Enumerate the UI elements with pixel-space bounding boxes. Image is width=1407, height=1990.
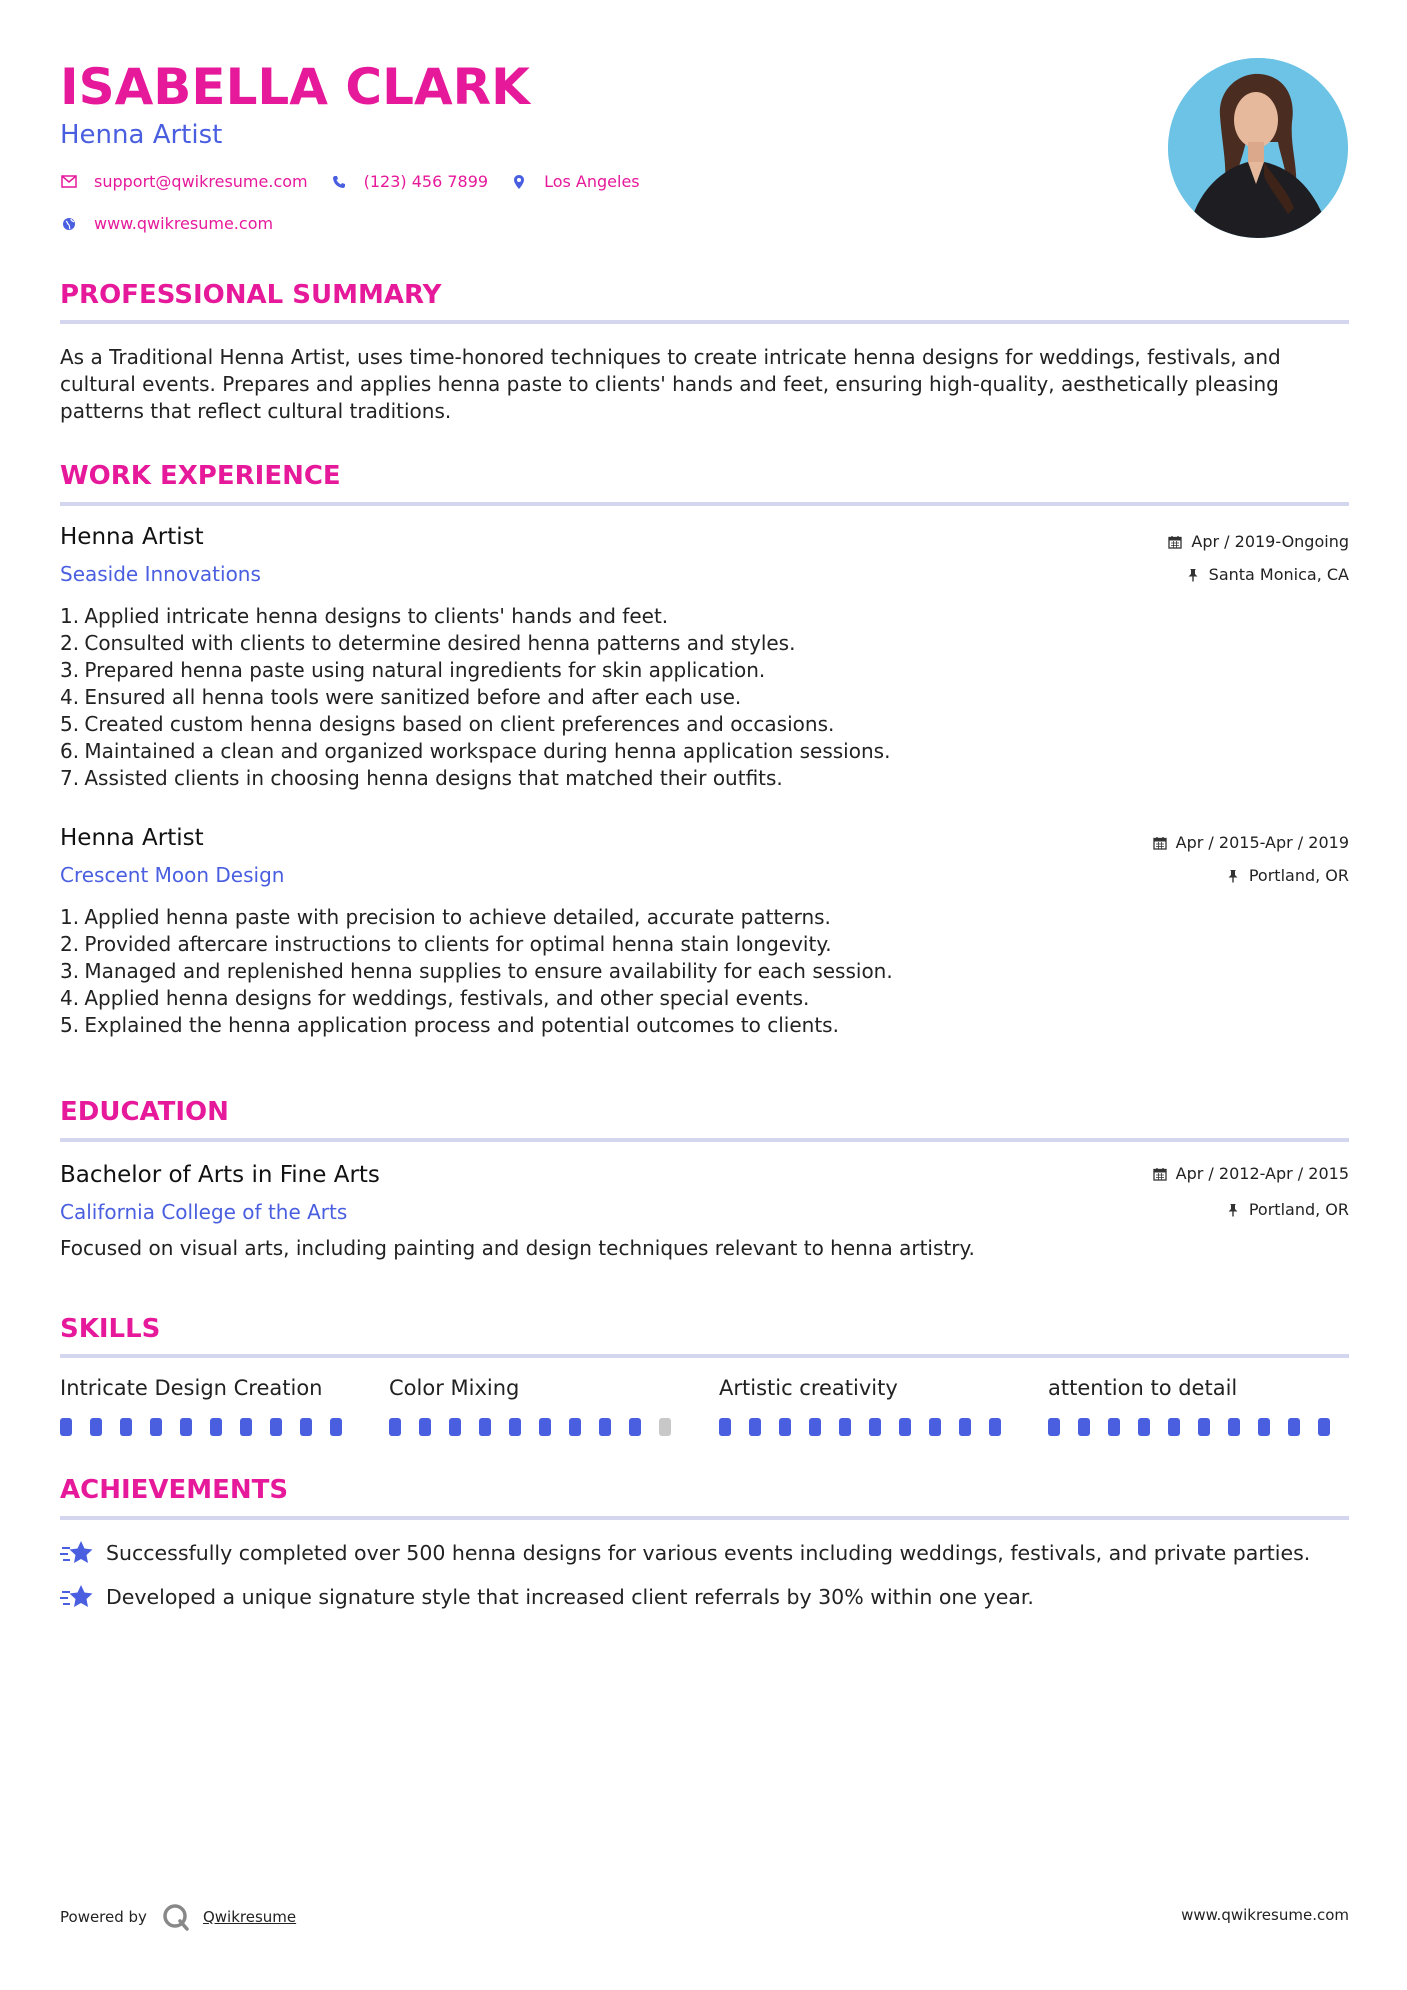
rating-dot-filled [479,1418,491,1436]
phone-text: (123) 456 7899 [363,172,489,191]
job-1-company: Seaside Innovations [60,562,261,586]
location-text: Los Angeles [544,172,640,191]
star-icon [60,1538,94,1568]
rating-dot-filled [1048,1418,1060,1436]
rating-dot-filled [899,1418,911,1436]
rating-dot-filled [839,1418,851,1436]
duty-item: 1. Applied intricate henna designs to clients' hands and feet. [60,604,669,628]
education-description: Focused on visual arts, including painting and design techniques relevant to henna artistry. [60,1236,975,1260]
duty-item: 4. Ensured all henna tools were sanitized before and after each use. [60,685,742,709]
duty-item: 5. Created custom henna designs based on client preferences and occasions. [60,712,835,736]
experience-heading: WORK EXPERIENCE [60,461,341,491]
job-2-title: Henna Artist [60,825,204,851]
rating-dot-filled [90,1418,102,1436]
location-item [510,172,640,191]
duty-item: 3. Managed and replenished henna supplies to ensure availability for each session. [60,959,893,983]
summary-heading: PROFESSIONAL SUMMARY [60,280,442,310]
school-name: California College of the Arts [60,1200,348,1224]
duty-item: 7. Assisted clients in choosing henna designs that matched their outfits. [60,766,783,790]
job-1-dates [1167,532,1349,551]
email-item[interactable] [60,172,308,191]
rating-dot-filled [419,1418,431,1436]
skill-item [60,1376,360,1436]
rating-dot-filled [1078,1418,1090,1436]
candidate-name: ISABELLA CLARK [60,58,530,116]
footer-powered-by [60,1902,296,1932]
job-2-dates-text: Apr / 2015-Apr / 2019 [1175,833,1349,852]
rating-dot-filled [300,1418,312,1436]
education-dates-text: Apr / 2012-Apr / 2015 [1175,1164,1349,1183]
achievement-item [60,1582,1034,1612]
email-text: support@qwikresume.com [94,172,308,191]
job-1-title: Henna Artist [60,524,204,550]
phone-item[interactable] [330,172,488,191]
rating-dot-filled [389,1418,401,1436]
duty-item: 2. Consulted with clients to determine desired henna patterns and styles. [60,631,796,655]
skills-heading: SKILLS [60,1314,161,1344]
rating-dot-filled [569,1418,581,1436]
skill-rating [60,1418,360,1436]
duty-item: 1. Applied henna paste with precision to achieve detailed, accurate patterns. [60,905,831,929]
rating-dot-filled [1198,1418,1210,1436]
calendar-icon [1152,835,1168,851]
globe-icon [60,215,78,233]
achievements-heading: ACHIEVEMENTS [60,1475,289,1505]
rating-dot-empty [659,1418,671,1436]
qwikresume-logo-icon [161,1902,191,1932]
skill-rating [719,1418,1019,1436]
job-2-location [1225,866,1349,885]
website-text: www.qwikresume.com [94,214,274,233]
rating-dot-filled [150,1418,162,1436]
rating-dot-filled [719,1418,731,1436]
contact-row-1 [60,172,662,191]
job-1-location-text: Santa Monica, CA [1208,565,1349,584]
achievement-text: Successfully completed over 500 henna designs for various events including weddings, festivals, and private parties. [106,1541,1311,1565]
rating-dot-filled [1258,1418,1270,1436]
calendar-icon [1152,1166,1168,1182]
duty-item: 3. Prepared henna paste using natural ingredients for skin application. [60,658,766,682]
summary-text: As a Traditional Henna Artist, uses time-honored techniques to create intricate henna designs for weddings, festivals, and cultural events. Prepares and applies henna paste to clients' hands and feet, ensuring high-quality, aesthetically pleasing patterns that reflect cultural traditions. [60,345,1281,423]
calendar-icon [1167,534,1183,550]
section-divider [60,1354,1349,1358]
skill-item [1048,1376,1348,1436]
pushpin-icon [1225,1202,1241,1218]
qwikresume-link[interactable]: Qwikresume [202,1908,297,1926]
rating-dot-filled [60,1418,72,1436]
map-pin-icon [510,173,528,191]
section-divider [60,320,1349,324]
rating-dot-filled [1108,1418,1120,1436]
rating-dot-filled [1318,1418,1330,1436]
rating-dot-filled [929,1418,941,1436]
job-2-company: Crescent Moon Design [60,863,285,887]
duty-item: 4. Applied henna designs for weddings, festivals, and other special events. [60,986,810,1010]
degree-title: Bachelor of Arts in Fine Arts [60,1162,380,1188]
rating-dot-filled [1168,1418,1180,1436]
duty-item: 5. Explained the henna application process and potential outcomes to clients. [60,1013,839,1037]
rating-dot-filled [330,1418,342,1436]
rating-dot-filled [629,1418,641,1436]
skill-label: Color Mixing [389,1376,520,1400]
education-heading: EDUCATION [60,1097,229,1127]
rating-dot-filled [869,1418,881,1436]
rating-dot-filled [1288,1418,1300,1436]
job-1-location [1185,565,1349,584]
section-divider [60,502,1349,506]
rating-dot-filled [1138,1418,1150,1436]
rating-dot-filled [1228,1418,1240,1436]
education-location-text: Portland, OR [1248,1200,1349,1219]
rating-dot-filled [779,1418,791,1436]
footer-website[interactable]: www.qwikresume.com [1181,1906,1349,1924]
skill-label: Artistic creativity [719,1376,898,1400]
job-1-duties [60,603,1340,792]
job-2-dates [1152,833,1349,852]
pushpin-icon [1185,567,1201,583]
phone-icon [330,173,348,191]
profile-photo [1168,58,1348,238]
rating-dot-filled [210,1418,222,1436]
rating-dot-filled [989,1418,1001,1436]
education-location [1225,1200,1349,1219]
achievement-text: Developed a unique signature style that increased client referrals by 30% within one year. [106,1585,1034,1609]
rating-dot-filled [270,1418,282,1436]
skill-label: attention to detail [1048,1376,1238,1400]
powered-by-label: Powered by [60,1908,147,1926]
star-icon [60,1582,94,1612]
skill-rating [389,1418,689,1436]
job-2-location-text: Portland, OR [1248,866,1349,885]
skill-label: Intricate Design Creation [60,1376,323,1400]
rating-dot-filled [509,1418,521,1436]
job-2-duties [60,904,1340,1039]
skill-rating [1048,1418,1348,1436]
portrait-image [1168,58,1348,238]
section-divider [60,1138,1349,1142]
rating-dot-filled [959,1418,971,1436]
rating-dot-filled [180,1418,192,1436]
achievement-item [60,1538,1310,1568]
skill-item [719,1376,1019,1436]
candidate-role: Henna Artist [60,120,223,150]
education-dates [1152,1164,1349,1183]
envelope-icon [60,173,78,191]
rating-dot-filled [809,1418,821,1436]
rating-dot-filled [240,1418,252,1436]
rating-dot-filled [120,1418,132,1436]
contact-row-2 [60,214,295,233]
website-item[interactable] [60,214,273,233]
pushpin-icon [1225,868,1241,884]
rating-dot-filled [749,1418,761,1436]
rating-dot-filled [599,1418,611,1436]
job-1-dates-text: Apr / 2019-Ongoing [1191,532,1349,551]
rating-dot-filled [449,1418,461,1436]
skill-item [389,1376,689,1436]
rating-dot-filled [539,1418,551,1436]
section-divider [60,1516,1349,1520]
duty-item: 6. Maintained a clean and organized workspace during henna application sessions. [60,739,891,763]
duty-item: 2. Provided aftercare instructions to clients for optimal henna stain longevity. [60,932,832,956]
